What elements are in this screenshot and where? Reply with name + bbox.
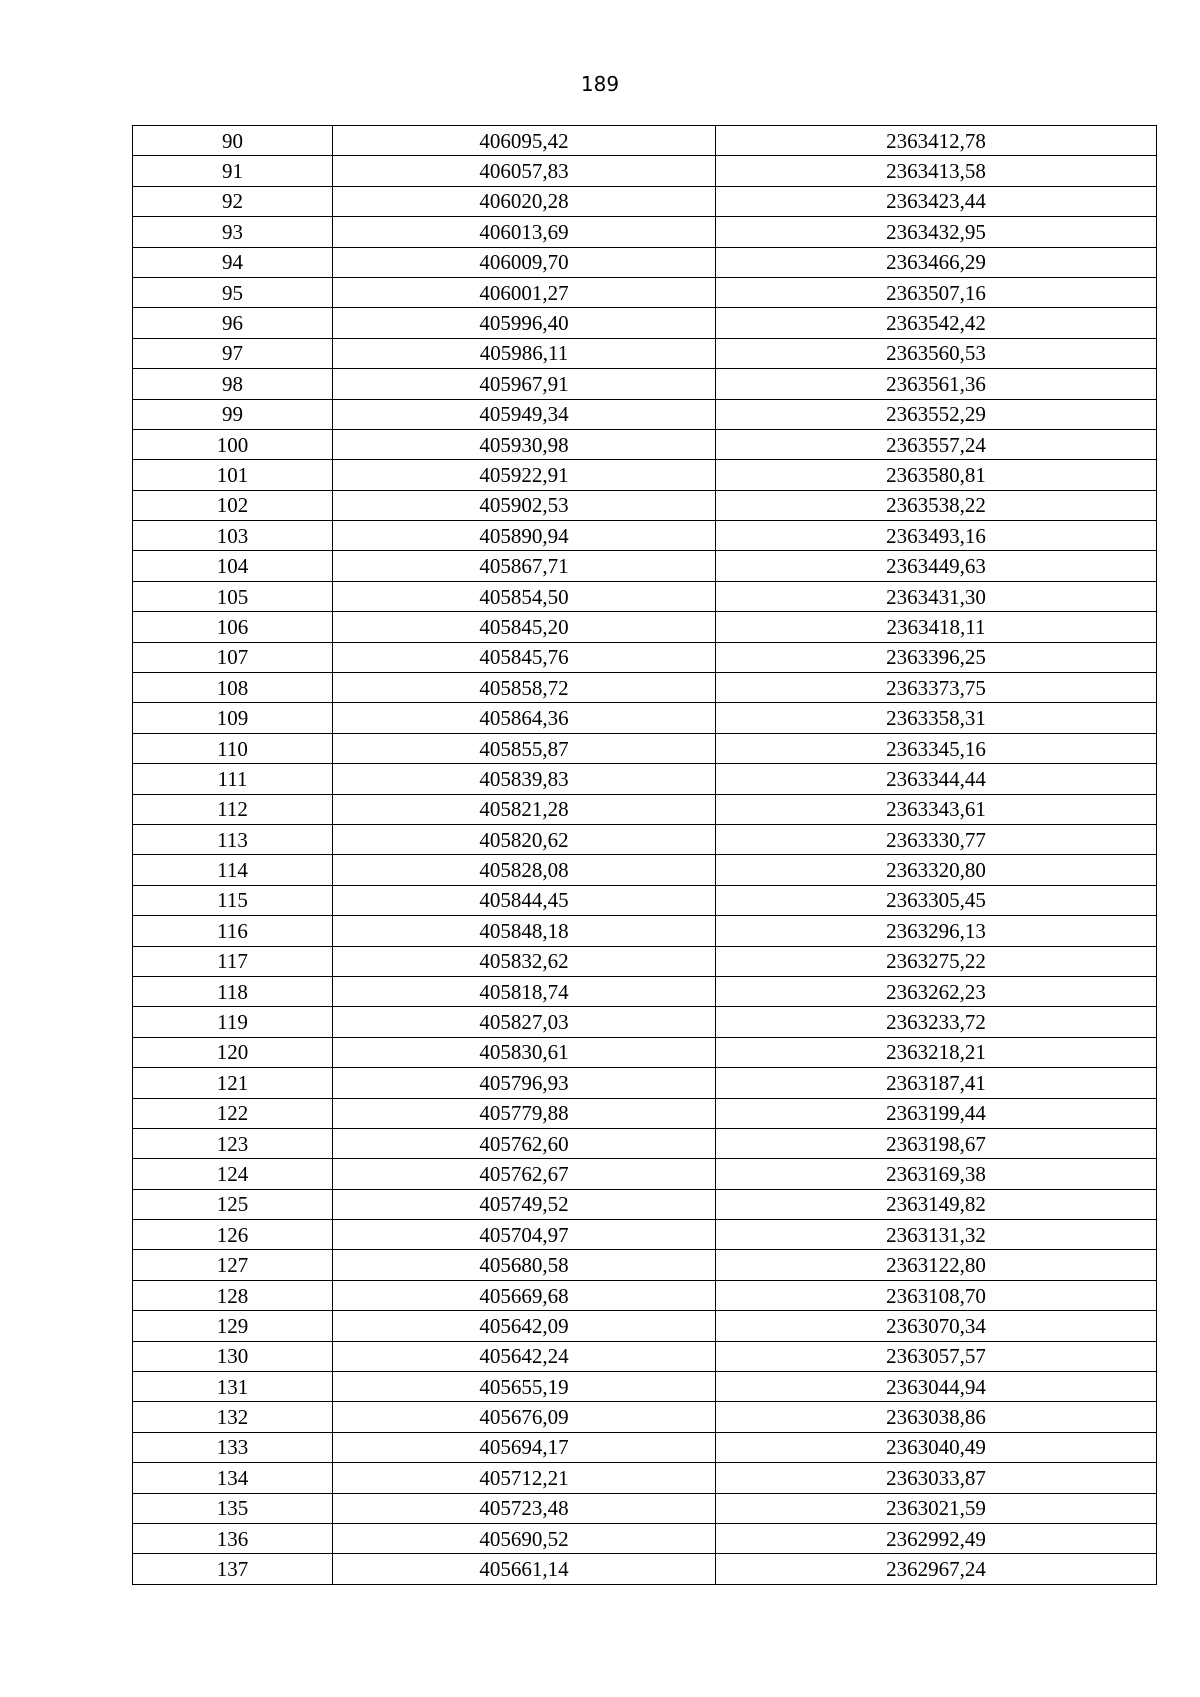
point-number-cell: 96: [133, 308, 333, 338]
table-row: [133, 1463, 1157, 1493]
y-coordinate-cell: 2363033,87: [716, 1463, 1157, 1493]
table-row: [133, 156, 1157, 186]
x-coordinate-cell: 405854,50: [333, 581, 716, 611]
y-coordinate-cell: 2363552,29: [716, 399, 1157, 429]
y-coordinate-cell: 2363108,70: [716, 1280, 1157, 1310]
y-coordinate-cell: 2363561,36: [716, 369, 1157, 399]
y-coordinate-cell: 2363580,81: [716, 460, 1157, 490]
y-coordinate-cell: 2363507,16: [716, 277, 1157, 307]
x-coordinate-cell: 406020,28: [333, 186, 716, 216]
point-number-cell: 93: [133, 217, 333, 247]
x-coordinate-cell: 405723,48: [333, 1493, 716, 1523]
table-row: [133, 1493, 1157, 1523]
x-coordinate-cell: 405930,98: [333, 429, 716, 459]
x-coordinate-cell: 406057,83: [333, 156, 716, 186]
coordinates-table: [132, 125, 1157, 1585]
point-number-cell: 90: [133, 126, 333, 156]
point-number-cell: 112: [133, 794, 333, 824]
x-coordinate-cell: 405779,88: [333, 1098, 716, 1128]
point-number-cell: 132: [133, 1402, 333, 1432]
table-row: [133, 277, 1157, 307]
x-coordinate-cell: 405986,11: [333, 338, 716, 368]
y-coordinate-cell: 2363131,32: [716, 1220, 1157, 1250]
y-coordinate-cell: 2363057,57: [716, 1341, 1157, 1371]
x-coordinate-cell: 405661,14: [333, 1554, 716, 1584]
point-number-cell: 107: [133, 642, 333, 672]
y-coordinate-cell: 2363275,22: [716, 946, 1157, 976]
table-row: [133, 764, 1157, 794]
point-number-cell: 135: [133, 1493, 333, 1523]
table-row: [133, 1250, 1157, 1280]
point-number-cell: 108: [133, 673, 333, 703]
y-coordinate-cell: 2363296,13: [716, 916, 1157, 946]
x-coordinate-cell: 405821,28: [333, 794, 716, 824]
point-number-cell: 91: [133, 156, 333, 186]
y-coordinate-cell: 2363044,94: [716, 1372, 1157, 1402]
table-row: [133, 673, 1157, 703]
point-number-cell: 119: [133, 1007, 333, 1037]
point-number-cell: 98: [133, 369, 333, 399]
y-coordinate-cell: 2363199,44: [716, 1098, 1157, 1128]
table-row: [133, 1220, 1157, 1250]
y-coordinate-cell: 2363218,21: [716, 1037, 1157, 1067]
y-coordinate-cell: 2363432,95: [716, 217, 1157, 247]
x-coordinate-cell: 405855,87: [333, 733, 716, 763]
y-coordinate-cell: 2363305,45: [716, 885, 1157, 915]
y-coordinate-cell: 2363233,72: [716, 1007, 1157, 1037]
x-coordinate-cell: 405848,18: [333, 916, 716, 946]
x-coordinate-cell: 405832,62: [333, 946, 716, 976]
x-coordinate-cell: 405902,53: [333, 490, 716, 520]
y-coordinate-cell: 2363358,31: [716, 703, 1157, 733]
y-coordinate-cell: 2363122,80: [716, 1250, 1157, 1280]
page-number: 189: [580, 72, 620, 96]
x-coordinate-cell: 405845,20: [333, 612, 716, 642]
x-coordinate-cell: 405827,03: [333, 1007, 716, 1037]
point-number-cell: 129: [133, 1311, 333, 1341]
point-number-cell: 121: [133, 1068, 333, 1098]
y-coordinate-cell: 2363040,49: [716, 1432, 1157, 1462]
x-coordinate-cell: 405704,97: [333, 1220, 716, 1250]
point-number-cell: 111: [133, 764, 333, 794]
table-row: [133, 308, 1157, 338]
x-coordinate-cell: 405796,93: [333, 1068, 716, 1098]
point-number-cell: 97: [133, 338, 333, 368]
y-coordinate-cell: 2363396,25: [716, 642, 1157, 672]
x-coordinate-cell: 405858,72: [333, 673, 716, 703]
table-row: [133, 733, 1157, 763]
x-coordinate-cell: 406001,27: [333, 277, 716, 307]
table-row: [133, 1128, 1157, 1158]
x-coordinate-cell: 405864,36: [333, 703, 716, 733]
x-coordinate-cell: 405680,58: [333, 1250, 716, 1280]
x-coordinate-cell: 405749,52: [333, 1189, 716, 1219]
y-coordinate-cell: 2362967,24: [716, 1554, 1157, 1584]
table-row: [133, 1280, 1157, 1310]
x-coordinate-cell: 405830,61: [333, 1037, 716, 1067]
x-coordinate-cell: 405694,17: [333, 1432, 716, 1462]
y-coordinate-cell: 2363373,75: [716, 673, 1157, 703]
table-row: [133, 855, 1157, 885]
point-number-cell: 126: [133, 1220, 333, 1250]
point-number-cell: 125: [133, 1189, 333, 1219]
table-row: [133, 1068, 1157, 1098]
point-number-cell: 104: [133, 551, 333, 581]
x-coordinate-cell: 406013,69: [333, 217, 716, 247]
point-number-cell: 94: [133, 247, 333, 277]
y-coordinate-cell: 2363038,86: [716, 1402, 1157, 1432]
y-coordinate-cell: 2363557,24: [716, 429, 1157, 459]
point-number-cell: 123: [133, 1128, 333, 1158]
table-row: [133, 703, 1157, 733]
table-row: [133, 1159, 1157, 1189]
x-coordinate-cell: 405949,34: [333, 399, 716, 429]
point-number-cell: 130: [133, 1341, 333, 1371]
point-number-cell: 118: [133, 976, 333, 1006]
x-coordinate-cell: 405922,91: [333, 460, 716, 490]
table-row: [133, 612, 1157, 642]
table-row: [133, 824, 1157, 854]
table-row: [133, 399, 1157, 429]
point-number-cell: 128: [133, 1280, 333, 1310]
y-coordinate-cell: 2363538,22: [716, 490, 1157, 520]
x-coordinate-cell: 405762,60: [333, 1128, 716, 1158]
point-number-cell: 92: [133, 186, 333, 216]
table-row: [133, 126, 1157, 156]
point-number-cell: 136: [133, 1523, 333, 1553]
point-number-cell: 105: [133, 581, 333, 611]
point-number-cell: 116: [133, 916, 333, 946]
x-coordinate-cell: 405867,71: [333, 551, 716, 581]
point-number-cell: 137: [133, 1554, 333, 1584]
point-number-cell: 115: [133, 885, 333, 915]
x-coordinate-cell: 406009,70: [333, 247, 716, 277]
table-row: [133, 429, 1157, 459]
table-row: [133, 1311, 1157, 1341]
x-coordinate-cell: 405967,91: [333, 369, 716, 399]
point-number-cell: 110: [133, 733, 333, 763]
y-coordinate-cell: 2363021,59: [716, 1493, 1157, 1523]
table-row: [133, 581, 1157, 611]
y-coordinate-cell: 2363493,16: [716, 521, 1157, 551]
y-coordinate-cell: 2363466,29: [716, 247, 1157, 277]
table-row: [133, 794, 1157, 824]
x-coordinate-cell: 405890,94: [333, 521, 716, 551]
x-coordinate-cell: 405690,52: [333, 1523, 716, 1553]
y-coordinate-cell: 2363330,77: [716, 824, 1157, 854]
point-number-cell: 117: [133, 946, 333, 976]
table-row: [133, 369, 1157, 399]
x-coordinate-cell: 405642,24: [333, 1341, 716, 1371]
y-coordinate-cell: 2363169,38: [716, 1159, 1157, 1189]
table-row: [133, 916, 1157, 946]
x-coordinate-cell: 405762,67: [333, 1159, 716, 1189]
y-coordinate-cell: 2363449,63: [716, 551, 1157, 581]
table-row: [133, 1554, 1157, 1584]
table-row: [133, 521, 1157, 551]
y-coordinate-cell: 2363542,42: [716, 308, 1157, 338]
x-coordinate-cell: 405844,45: [333, 885, 716, 915]
x-coordinate-cell: 405996,40: [333, 308, 716, 338]
table-row: [133, 1341, 1157, 1371]
table-row: [133, 338, 1157, 368]
x-coordinate-cell: 405845,76: [333, 642, 716, 672]
y-coordinate-cell: 2362992,49: [716, 1523, 1157, 1553]
x-coordinate-cell: 405669,68: [333, 1280, 716, 1310]
point-number-cell: 124: [133, 1159, 333, 1189]
point-number-cell: 120: [133, 1037, 333, 1067]
table-row: [133, 642, 1157, 672]
point-number-cell: 114: [133, 855, 333, 885]
table-row: [133, 946, 1157, 976]
x-coordinate-cell: 405818,74: [333, 976, 716, 1006]
x-coordinate-cell: 405712,21: [333, 1463, 716, 1493]
y-coordinate-cell: 2363423,44: [716, 186, 1157, 216]
table-row: [133, 1432, 1157, 1462]
point-number-cell: 133: [133, 1432, 333, 1462]
table-row: [133, 1007, 1157, 1037]
y-coordinate-cell: 2363418,11: [716, 612, 1157, 642]
y-coordinate-cell: 2363431,30: [716, 581, 1157, 611]
y-coordinate-cell: 2363412,78: [716, 126, 1157, 156]
point-number-cell: 103: [133, 521, 333, 551]
y-coordinate-cell: 2363345,16: [716, 733, 1157, 763]
x-coordinate-cell: 405676,09: [333, 1402, 716, 1432]
y-coordinate-cell: 2363560,53: [716, 338, 1157, 368]
point-number-cell: 100: [133, 429, 333, 459]
table-row: [133, 1098, 1157, 1128]
x-coordinate-cell: 405828,08: [333, 855, 716, 885]
table-row: [133, 976, 1157, 1006]
y-coordinate-cell: 2363413,58: [716, 156, 1157, 186]
y-coordinate-cell: 2363320,80: [716, 855, 1157, 885]
y-coordinate-cell: 2363344,44: [716, 764, 1157, 794]
y-coordinate-cell: 2363343,61: [716, 794, 1157, 824]
x-coordinate-cell: 405820,62: [333, 824, 716, 854]
point-number-cell: 99: [133, 399, 333, 429]
point-number-cell: 134: [133, 1463, 333, 1493]
table-row: [133, 247, 1157, 277]
x-coordinate-cell: 406095,42: [333, 126, 716, 156]
point-number-cell: 95: [133, 277, 333, 307]
point-number-cell: 122: [133, 1098, 333, 1128]
y-coordinate-cell: 2363198,67: [716, 1128, 1157, 1158]
coordinates-table-body: [133, 126, 1157, 1585]
table-row: [133, 551, 1157, 581]
point-number-cell: 102: [133, 490, 333, 520]
y-coordinate-cell: 2363070,34: [716, 1311, 1157, 1341]
table-row: [133, 885, 1157, 915]
table-row: [133, 186, 1157, 216]
point-number-cell: 127: [133, 1250, 333, 1280]
table-row: [133, 490, 1157, 520]
table-row: [133, 1372, 1157, 1402]
point-number-cell: 113: [133, 824, 333, 854]
y-coordinate-cell: 2363149,82: [716, 1189, 1157, 1219]
point-number-cell: 106: [133, 612, 333, 642]
table-row: [133, 1189, 1157, 1219]
point-number-cell: 131: [133, 1372, 333, 1402]
table-row: [133, 1037, 1157, 1067]
table-row: [133, 1523, 1157, 1553]
x-coordinate-cell: 405655,19: [333, 1372, 716, 1402]
y-coordinate-cell: 2363187,41: [716, 1068, 1157, 1098]
table-row: [133, 1402, 1157, 1432]
point-number-cell: 101: [133, 460, 333, 490]
point-number-cell: 109: [133, 703, 333, 733]
x-coordinate-cell: 405839,83: [333, 764, 716, 794]
x-coordinate-cell: 405642,09: [333, 1311, 716, 1341]
table-row: [133, 217, 1157, 247]
table-row: [133, 460, 1157, 490]
y-coordinate-cell: 2363262,23: [716, 976, 1157, 1006]
